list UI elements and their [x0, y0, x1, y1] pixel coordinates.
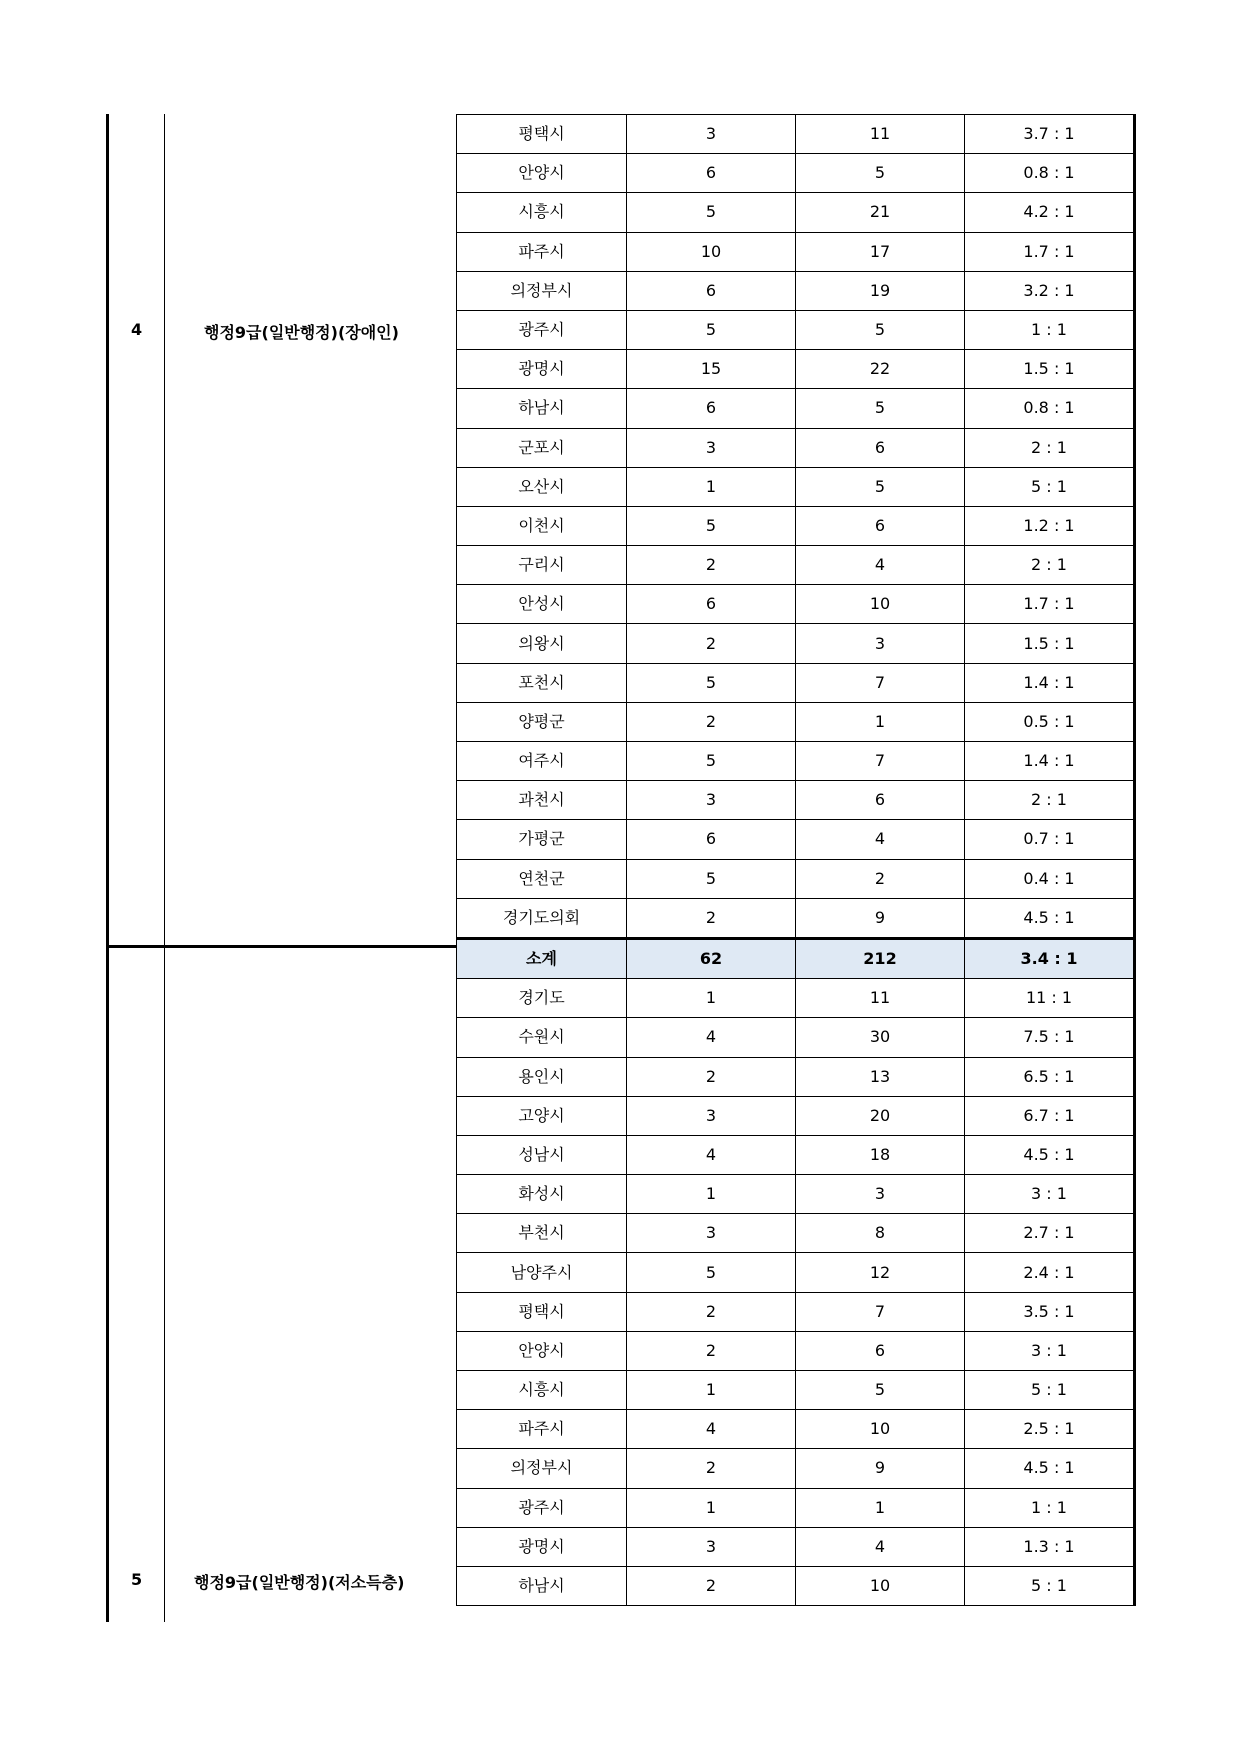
region-cell: 용인시 — [457, 1057, 627, 1096]
region-cell: 시흥시 — [457, 1371, 627, 1410]
applicant-count-cell: 7 — [796, 1292, 965, 1331]
competition-ratio-cell: 7.5 : 1 — [965, 1018, 1135, 1057]
recruit-count-cell: 3 — [627, 115, 796, 154]
region-cell: 소계 — [457, 938, 627, 978]
region-cell: 광명시 — [457, 350, 627, 389]
table-row — [457, 1057, 1135, 1096]
region-cell: 구리시 — [457, 546, 627, 585]
region-cell: 평택시 — [457, 115, 627, 154]
applicant-count-cell: 4 — [796, 546, 965, 585]
region-cell: 오산시 — [457, 467, 627, 506]
region-cell: 안성시 — [457, 585, 627, 624]
table-row — [457, 1214, 1135, 1253]
region-cell: 광명시 — [457, 1527, 627, 1566]
region-cell: 안양시 — [457, 154, 627, 193]
applicant-count-cell: 2 — [796, 859, 965, 898]
applicant-count-cell: 13 — [796, 1057, 965, 1096]
competition-ratio-cell: 0.5 : 1 — [965, 702, 1135, 741]
recruit-count-cell: 2 — [627, 702, 796, 741]
applicant-count-cell: 20 — [796, 1096, 965, 1135]
competition-ratio-cell: 1.3 : 1 — [965, 1527, 1135, 1566]
applicant-count-cell: 12 — [796, 1253, 965, 1292]
recruit-count-cell: 6 — [627, 585, 796, 624]
competition-ratio-cell: 1.5 : 1 — [965, 624, 1135, 663]
competition-ratio-cell: 5 : 1 — [965, 467, 1135, 506]
region-cell: 과천시 — [457, 781, 627, 820]
recruit-count-cell: 6 — [627, 154, 796, 193]
table-row — [457, 859, 1135, 898]
table-row — [457, 1096, 1135, 1135]
table-body — [457, 115, 1135, 1606]
region-cell: 광주시 — [457, 1488, 627, 1527]
recruit-count-cell: 5 — [627, 663, 796, 702]
recruit-count-cell: 2 — [627, 898, 796, 938]
recruit-count-cell: 1 — [627, 1175, 796, 1214]
competition-ratio-cell: 1.7 : 1 — [965, 232, 1135, 271]
competition-ratio-cell: 2.5 : 1 — [965, 1410, 1135, 1449]
applicant-count-cell: 18 — [796, 1135, 965, 1174]
table-row — [457, 310, 1135, 349]
region-cell: 평택시 — [457, 1292, 627, 1331]
competition-ratio-cell: 1.4 : 1 — [965, 663, 1135, 702]
applicant-count-cell: 7 — [796, 663, 965, 702]
applicant-count-cell: 22 — [796, 350, 965, 389]
table-row — [457, 1449, 1135, 1488]
competition-ratio-cell: 4.2 : 1 — [965, 193, 1135, 232]
region-cell: 파주시 — [457, 232, 627, 271]
region-cell: 화성시 — [457, 1175, 627, 1214]
region-cell: 남양주시 — [457, 1253, 627, 1292]
applicant-count-cell: 30 — [796, 1018, 965, 1057]
competition-ratio-cell: 1 : 1 — [965, 1488, 1135, 1527]
competition-ratio-cell: 5 : 1 — [965, 1371, 1135, 1410]
applicant-count-cell: 9 — [796, 1449, 965, 1488]
table-row — [457, 702, 1135, 741]
region-cell: 의왕시 — [457, 624, 627, 663]
section-title: 행정9급(일반행정)(장애인) — [204, 323, 399, 342]
applicant-count-cell: 5 — [796, 467, 965, 506]
recruit-count-cell: 15 — [627, 350, 796, 389]
table-row — [457, 467, 1135, 506]
competition-ratio-cell: 2 : 1 — [965, 428, 1135, 467]
competition-ratio-cell: 1 : 1 — [965, 310, 1135, 349]
region-cell: 파주시 — [457, 1410, 627, 1449]
applicant-count-cell: 10 — [796, 1566, 965, 1605]
recruit-count-cell: 3 — [627, 1527, 796, 1566]
region-cell: 경기도 — [457, 979, 627, 1018]
recruit-count-cell: 5 — [627, 1253, 796, 1292]
applicant-count-cell: 6 — [796, 506, 965, 545]
competition-ratio-cell: 6.5 : 1 — [965, 1057, 1135, 1096]
recruit-count-cell: 1 — [627, 1488, 796, 1527]
applicant-count-cell: 11 — [796, 979, 965, 1018]
region-cell: 의정부시 — [457, 271, 627, 310]
section-number: 4 — [131, 320, 143, 339]
subtotal-row — [457, 938, 1135, 978]
table-row — [457, 781, 1135, 820]
recruit-count-cell: 4 — [627, 1135, 796, 1174]
applicant-count-cell: 4 — [796, 1527, 965, 1566]
table-row — [457, 506, 1135, 545]
table-row — [457, 271, 1135, 310]
table-row — [457, 1527, 1135, 1566]
table-row — [457, 1566, 1135, 1605]
recruit-count-cell: 2 — [627, 1331, 796, 1370]
table-row — [457, 1371, 1135, 1410]
recruit-count-cell: 2 — [627, 624, 796, 663]
table-row — [457, 1488, 1135, 1527]
competition-ratio-cell: 1.5 : 1 — [965, 350, 1135, 389]
competition-ratio-cell: 5 : 1 — [965, 1566, 1135, 1605]
competition-ratio-cell: 3.4 : 1 — [965, 938, 1135, 978]
recruit-count-cell: 3 — [627, 1096, 796, 1135]
region-cell: 가평군 — [457, 820, 627, 859]
recruit-count-cell: 3 — [627, 428, 796, 467]
row-number-column — [106, 114, 167, 1622]
table-row — [457, 546, 1135, 585]
region-cell: 광주시 — [457, 310, 627, 349]
applicant-count-cell: 4 — [796, 820, 965, 859]
region-cell: 군포시 — [457, 428, 627, 467]
table-row — [457, 1253, 1135, 1292]
competition-ratio-cell: 11 : 1 — [965, 979, 1135, 1018]
region-cell: 하남시 — [457, 389, 627, 428]
competition-ratio-cell: 3 : 1 — [965, 1331, 1135, 1370]
recruit-count-cell: 3 — [627, 1214, 796, 1253]
recruit-count-cell: 2 — [627, 1057, 796, 1096]
region-cell: 시흥시 — [457, 193, 627, 232]
competition-ratio-cell: 1.2 : 1 — [965, 506, 1135, 545]
table-row — [457, 624, 1135, 663]
applicant-count-cell: 5 — [796, 1371, 965, 1410]
region-cell: 성남시 — [457, 1135, 627, 1174]
applicant-count-cell: 3 — [796, 1175, 965, 1214]
applicant-count-cell: 11 — [796, 115, 965, 154]
region-cell: 이천시 — [457, 506, 627, 545]
recruit-count-cell: 3 — [627, 781, 796, 820]
table-row — [457, 1410, 1135, 1449]
competition-ratio-cell: 2 : 1 — [965, 546, 1135, 585]
competition-ratio-cell: 3.7 : 1 — [965, 115, 1135, 154]
recruit-count-cell: 6 — [627, 820, 796, 859]
competition-table — [456, 114, 1136, 1606]
region-cell: 수원시 — [457, 1018, 627, 1057]
applicant-count-cell: 5 — [796, 154, 965, 193]
applicant-count-cell: 3 — [796, 624, 965, 663]
region-cell: 포천시 — [457, 663, 627, 702]
recruit-count-cell: 6 — [627, 389, 796, 428]
table-row — [457, 979, 1135, 1018]
recruit-count-cell: 6 — [627, 271, 796, 310]
competition-ratio-cell: 4.5 : 1 — [965, 1449, 1135, 1488]
table-row — [457, 1175, 1135, 1214]
table-row — [457, 1018, 1135, 1057]
table-row — [457, 115, 1135, 154]
competition-ratio-cell: 1.7 : 1 — [965, 585, 1135, 624]
applicant-count-cell: 9 — [796, 898, 965, 938]
table-row — [457, 820, 1135, 859]
table-row — [457, 389, 1135, 428]
region-cell: 안양시 — [457, 1331, 627, 1370]
region-cell: 부천시 — [457, 1214, 627, 1253]
recruit-count-cell: 1 — [627, 467, 796, 506]
table-row — [457, 193, 1135, 232]
competition-ratio-cell: 3 : 1 — [965, 1175, 1135, 1214]
table-row — [457, 428, 1135, 467]
applicant-count-cell: 10 — [796, 585, 965, 624]
applicant-count-cell: 212 — [796, 938, 965, 978]
recruit-count-cell: 2 — [627, 1566, 796, 1605]
applicant-count-cell: 1 — [796, 702, 965, 741]
table-row — [457, 898, 1135, 938]
recruit-count-cell: 5 — [627, 193, 796, 232]
table-row — [457, 154, 1135, 193]
applicant-count-cell: 19 — [796, 271, 965, 310]
applicant-count-cell: 17 — [796, 232, 965, 271]
recruit-count-cell: 62 — [627, 938, 796, 978]
region-cell: 하남시 — [457, 1566, 627, 1605]
recruit-count-cell: 1 — [627, 1371, 796, 1410]
competition-ratio-cell: 4.5 : 1 — [965, 898, 1135, 938]
competition-ratio-cell: 4.5 : 1 — [965, 1135, 1135, 1174]
table-row — [457, 585, 1135, 624]
recruit-count-cell: 5 — [627, 859, 796, 898]
applicant-count-cell: 7 — [796, 742, 965, 781]
competition-ratio-cell: 0.8 : 1 — [965, 389, 1135, 428]
section-title: 행정9급(일반행정)(저소득층) — [194, 1573, 405, 1592]
applicant-count-cell: 5 — [796, 389, 965, 428]
region-cell: 양평군 — [457, 702, 627, 741]
applicant-count-cell: 5 — [796, 310, 965, 349]
table-row — [457, 663, 1135, 702]
applicant-count-cell: 6 — [796, 428, 965, 467]
table-row — [457, 232, 1135, 271]
region-cell: 의정부시 — [457, 1449, 627, 1488]
applicant-count-cell: 6 — [796, 1331, 965, 1370]
region-cell: 경기도의회 — [457, 898, 627, 938]
competition-ratio-cell: 0.8 : 1 — [965, 154, 1135, 193]
recruit-count-cell: 2 — [627, 1449, 796, 1488]
recruit-count-cell: 2 — [627, 1292, 796, 1331]
recruit-count-cell: 5 — [627, 742, 796, 781]
competition-ratio-cell: 3.5 : 1 — [965, 1292, 1135, 1331]
applicant-count-cell: 10 — [796, 1410, 965, 1449]
table-row — [457, 350, 1135, 389]
competition-ratio-cell: 2.4 : 1 — [965, 1253, 1135, 1292]
region-cell: 연천군 — [457, 859, 627, 898]
recruit-count-cell: 2 — [627, 546, 796, 585]
table-row — [457, 1331, 1135, 1370]
competition-ratio-cell: 2 : 1 — [965, 781, 1135, 820]
recruit-count-cell: 10 — [627, 232, 796, 271]
recruit-count-cell: 4 — [627, 1018, 796, 1057]
section-number: 5 — [131, 1570, 143, 1589]
recruit-count-cell: 5 — [627, 506, 796, 545]
table-row — [457, 1135, 1135, 1174]
competition-ratio-cell: 0.4 : 1 — [965, 859, 1135, 898]
applicant-count-cell: 21 — [796, 193, 965, 232]
competition-ratio-cell: 2.7 : 1 — [965, 1214, 1135, 1253]
applicant-count-cell: 1 — [796, 1488, 965, 1527]
table-row — [457, 742, 1135, 781]
region-cell: 여주시 — [457, 742, 627, 781]
competition-ratio-cell: 0.7 : 1 — [965, 820, 1135, 859]
applicant-count-cell: 6 — [796, 781, 965, 820]
recruit-count-cell: 5 — [627, 310, 796, 349]
competition-ratio-cell: 6.7 : 1 — [965, 1096, 1135, 1135]
applicant-count-cell: 8 — [796, 1214, 965, 1253]
table-row — [457, 1292, 1135, 1331]
recruit-count-cell: 4 — [627, 1410, 796, 1449]
competition-ratio-cell: 1.4 : 1 — [965, 742, 1135, 781]
region-cell: 고양시 — [457, 1096, 627, 1135]
recruit-count-cell: 1 — [627, 979, 796, 1018]
competition-ratio-cell: 3.2 : 1 — [965, 271, 1135, 310]
